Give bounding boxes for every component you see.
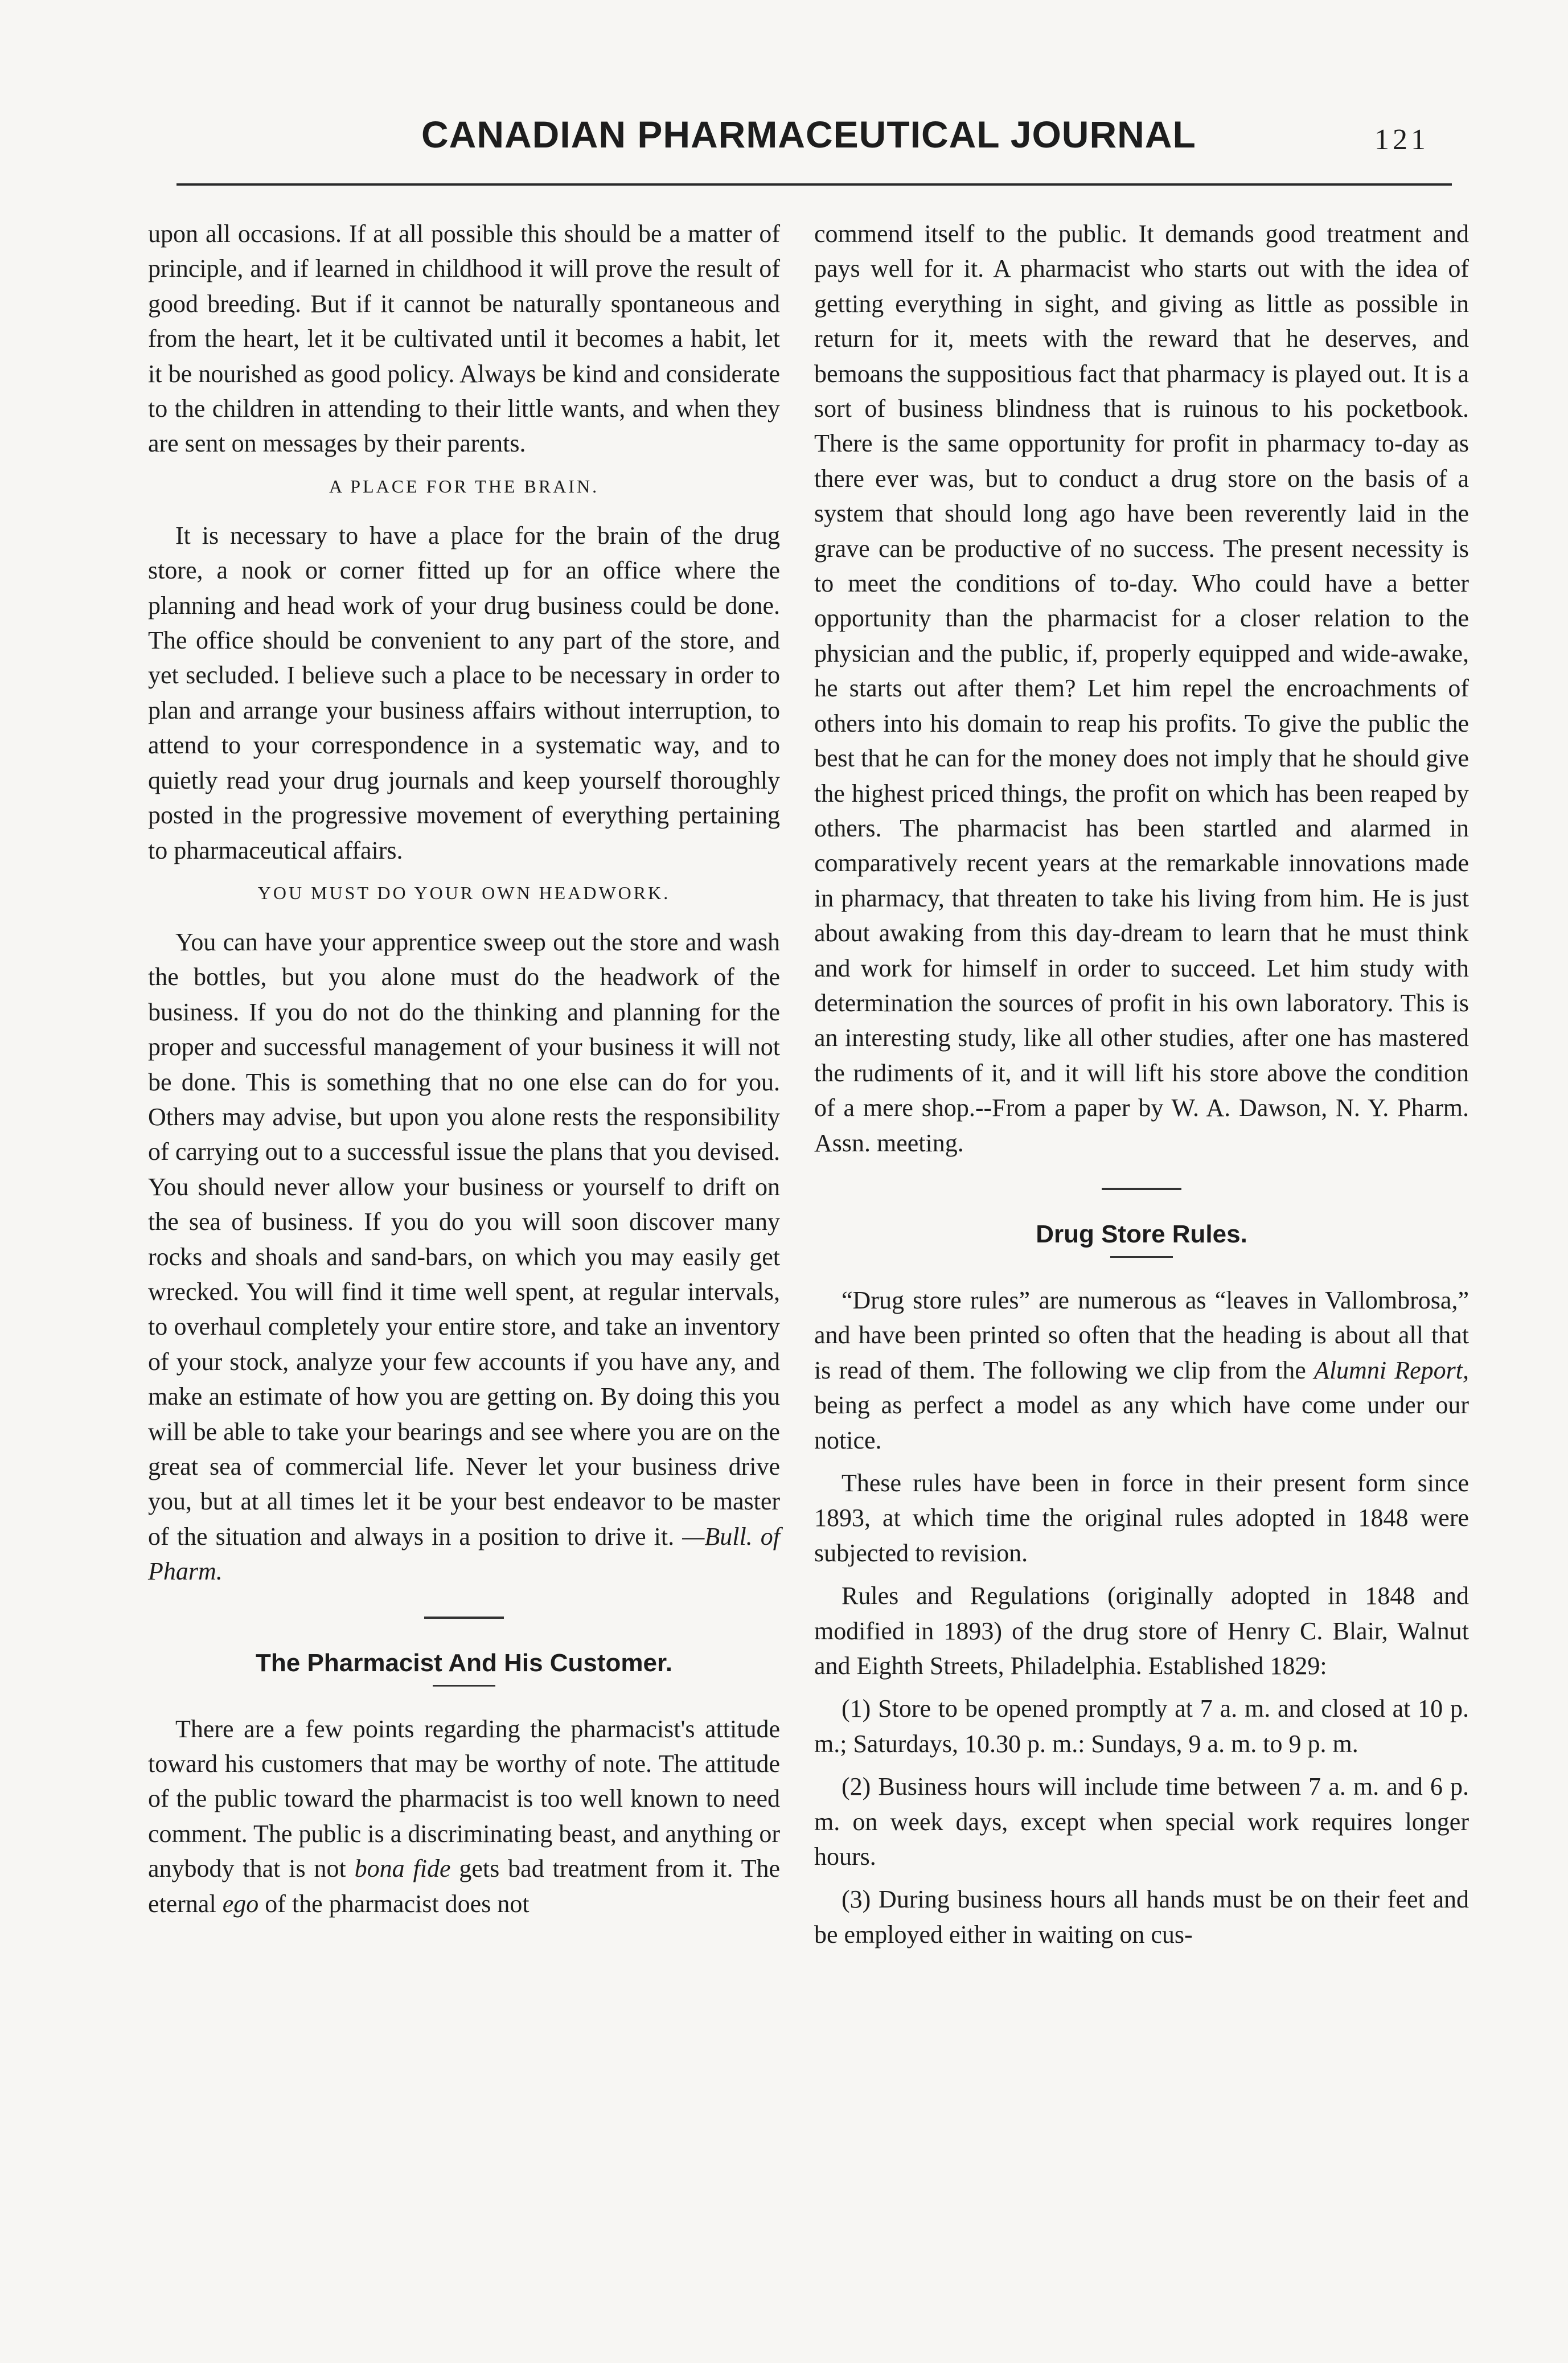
- paragraph: [814, 1283, 1469, 1458]
- paragraph-text: of the pharmacist does not: [265, 1889, 529, 1918]
- paragraph-text: “Drug store rules” are numerous as “leaves in Vallombrosa,” and have been printed so often that the heading is about all that is read of them. The following we clip from the: [814, 1286, 1469, 1384]
- paragraph: Rules and Regulations (originally adopted in 1848 and modified in 1893) of the drug store of Henry C. Blair, Walnut and Eighth Streets, Philadelphia. Established 1829:: [814, 1582, 1469, 1680]
- article-title: The Pharmacist And His Customer.: [256, 1648, 672, 1677]
- journal-title: CANADIAN PHARMACEUTICAL JOURNAL: [421, 113, 1196, 155]
- rule-item: (2) Business hours will include time between 7 a. m. and 6 p. m. on week days, except when special work requires longer hours.: [814, 1773, 1469, 1871]
- paragraph: These rules have been in force in their present form since 1893, at which time the original rules adopted in 1848 were subjected to revision.: [814, 1469, 1469, 1567]
- paragraph-text: There are a few points regarding the pharmacist's attitude toward his customers that may be worthy of note. The attitude of the public toward the pharmacist is too well known to need comment. The public is a discriminating beast, and anything or anybody that is not: [148, 1714, 780, 1883]
- section-subhead: YOU MUST DO YOUR OWN HEADWORK.: [257, 882, 671, 903]
- section-divider: [424, 1617, 504, 1619]
- italic-phrase: bona fide: [354, 1855, 451, 1883]
- paragraph: [148, 1712, 780, 1921]
- italic-phrase: Alumni Report,: [1313, 1356, 1470, 1384]
- italic-phrase: ego: [222, 1889, 259, 1918]
- right-column: [814, 216, 1469, 1952]
- paragraph: upon all occasions. If at all possible this should be a matter of principle, and if learned in childhood it will prove the result of good breeding. But if it cannot be naturally spontaneous and from the heart, let it be cultivated until it becomes a habit, let it be nourished as good policy. Always be kind and considerate to the children in attending to their little wants, and when they are sent on messages by their parents.: [148, 220, 780, 458]
- paragraph-text: gets bad treatment from it. The eternal: [148, 1855, 780, 1918]
- left-column: [148, 216, 780, 1921]
- title-underline: [1110, 1256, 1173, 1258]
- paragraph: It is necessary to have a place for the brain of the drug store, a nook or corner fitted up for an office where the planning and head work of your drug business could be done. The office should be convenient to any part of the store, and yet secluded. I believe such a place to be necessary in order to plan and arrange your business affairs without interruption, to attend to your correspondence in a systematic way, and to quietly read your drug journals and keep yourself thoroughly posted in the progressive movement of everything pertaining to pharmaceutical affairs.: [148, 521, 780, 864]
- paragraph-text: being as perfect a model as any which have come under our notice.: [814, 1391, 1469, 1454]
- running-head: [176, 108, 1429, 171]
- rule-item: (3) During business hours all hands must be on their feet and be employed either in waiting on cus-: [814, 1885, 1469, 1948]
- section-subhead: A PLACE FOR THE BRAIN.: [329, 475, 600, 497]
- article-title: Drug Store Rules.: [1036, 1220, 1247, 1248]
- page-number: 121: [1374, 124, 1429, 156]
- title-underline: [433, 1685, 495, 1687]
- paragraph: commend itself to the public. It demands good treatment and pays well for it. A pharmacist who starts out with the idea of getting everything in sight, and giving as little as possible in return for it, meets with the reward that he deserves, and bemoans the suppositious fact that pharmacy is played out. It is a sort of business blindness that is ruinous to his pocketbook. There is the same opportunity for profit in pharmacy to-day as there ever was, but to conduct a drug store on the basis of a system that should long ago have been reverently laid in the grave can be productive of no success. The present necessity is to meet the conditions of to-day. Who could have a better opportunity than the pharmacist for a closer relation to the physician and the public, if, properly equipped and wide-awake, he starts out after them? Let him repel the encroachments of others into his domain to reap his profits. To give the public the best that he can for the money does not imply that he should give the highest priced things, the profit on which has been reaped by others. The pharmacist has been startled and alarmed in comparatively recent years at the remarkable innovations made in pharmacy, that threaten to take his living from him. He is just about awaking from this day-dream to learn that he must think and work for himself in order to succeed. Let him study with determination the sources of profit in his own laboratory. This is an interesting study, like all other studies, after one has mastered the rudiments of it, and it will lift his store above the condition of a mere shop.--From a paper by W. A. Dawson, N. Y. Pharm. Assn. meeting.: [814, 220, 1469, 1157]
- paragraph: [148, 925, 780, 1589]
- header-rule: [176, 183, 1452, 186]
- rule-item: (1) Store to be opened promptly at 7 a. m. and closed at 10 p. m.; Saturdays, 10.30 p. m.: Sundays, 9 a. m. to 9 p. m.: [814, 1695, 1469, 1758]
- paragraph-text: You can have your apprentice sweep out the store and wash the bottles, but you alone must do the headwork of the business. If you do not do the thinking and planning for the proper and successful management of your business it will not be done. This is something that no one else can do for you. Others may advise, but upon you alone rests the responsibility of carrying out to a successful issue the plans that you devised. You should never allow your business or yourself to drift on the sea of business. If you do you will soon discover many rocks and shoals and sand-bars, on which you may easily get wrecked. You will find it time well spent, at regular intervals, to overhaul completely your entire store, and take an inventory of your stock, analyze your few accounts if you have any, and make an estimate of how you are getting on. By doing this you will be able to take your bearings and see where you are on the great sea of commercial life. Never let your business drive you, but at all times let it be your best endeavor to be master of the situation and always in a position to drive it.: [148, 928, 780, 1550]
- section-divider: [1102, 1188, 1181, 1190]
- source-citation: —Bull. of Pharm.: [148, 1522, 780, 1586]
